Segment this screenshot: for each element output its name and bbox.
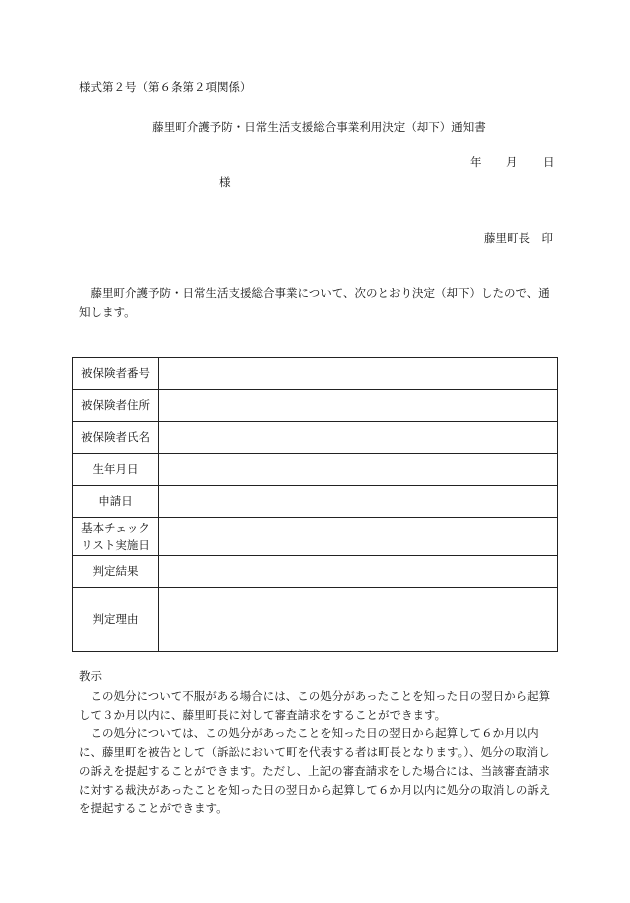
date-day-label: 日 [543,155,555,169]
table-row [73,422,558,454]
row-label-application-date: 申請日 [73,486,159,518]
document-title: 藤里町介護予防・日常生活支援総合事業利用決定（却下）通知書 [152,120,486,134]
date-month-label: 月 [506,155,518,169]
table-row [73,358,558,390]
row-label-checklist-date-line1: 基本チェック [81,520,150,535]
row-value-insured-address[interactable] [159,390,558,422]
row-value-application-date[interactable] [159,486,558,518]
row-value-checklist-date[interactable] [159,518,558,556]
row-label-checklist-date-line2: リスト実施日 [81,537,150,552]
row-value-judgment-result[interactable] [159,556,558,588]
form-number: 様式第２号（第６条第２項関係） [79,80,252,94]
row-label-judgment-result: 判定結果 [73,556,159,588]
instruction-paragraph-1: この処分について不服がある場合には、この処分があったことを知った日の翌日から起算して３か月以内に、藤里町長に対して審査請求をすることができます。 [79,689,551,722]
row-value-insured-name[interactable] [159,422,558,454]
table-row [73,556,558,588]
date-year-label: 年 [470,155,482,169]
table-row [73,486,558,518]
row-label-insured-number: 被保険者番号 [73,358,159,390]
row-label-checklist-date [73,518,159,556]
row-value-judgment-reason[interactable] [159,588,558,652]
notification-body-text: 藤里町介護予防・日常生活支援総合事業について、次のとおり決定（却下）したので、通知します。 [79,286,550,319]
row-label-insured-name: 被保険者氏名 [73,422,159,454]
table-row [73,390,558,422]
insured-info-table [72,357,558,652]
row-label-birth-date: 生年月日 [73,454,159,486]
instruction-text [79,687,555,818]
table-row [73,454,558,486]
row-label-insured-address: 被保険者住所 [73,390,159,422]
instruction-heading: 教示 [79,669,102,683]
recipient-suffix: 様 [219,175,231,189]
row-value-insured-number[interactable] [159,358,558,390]
table-row [73,518,558,556]
row-value-birth-date[interactable] [159,454,558,486]
row-label-judgment-reason: 判定理由 [73,588,159,652]
date-line [470,154,555,171]
table-row [73,588,558,652]
issuer-seal-line: 藤里町長 印 [484,231,553,245]
instruction-paragraph-2: この処分については、この処分があったことを知った日の翌日から起算して６か月以内に、藤里町を被告として（訴訟において町を代表する者は町長となります。）、処分の取消しの訴えを提起することができます。ただし、上記の審査請求をした場合には、当該審査請求に対する裁決があったことを知った日の翌日から起算して６か月以内に処分の取消しの訴えを提起することができます。 [79,726,551,816]
